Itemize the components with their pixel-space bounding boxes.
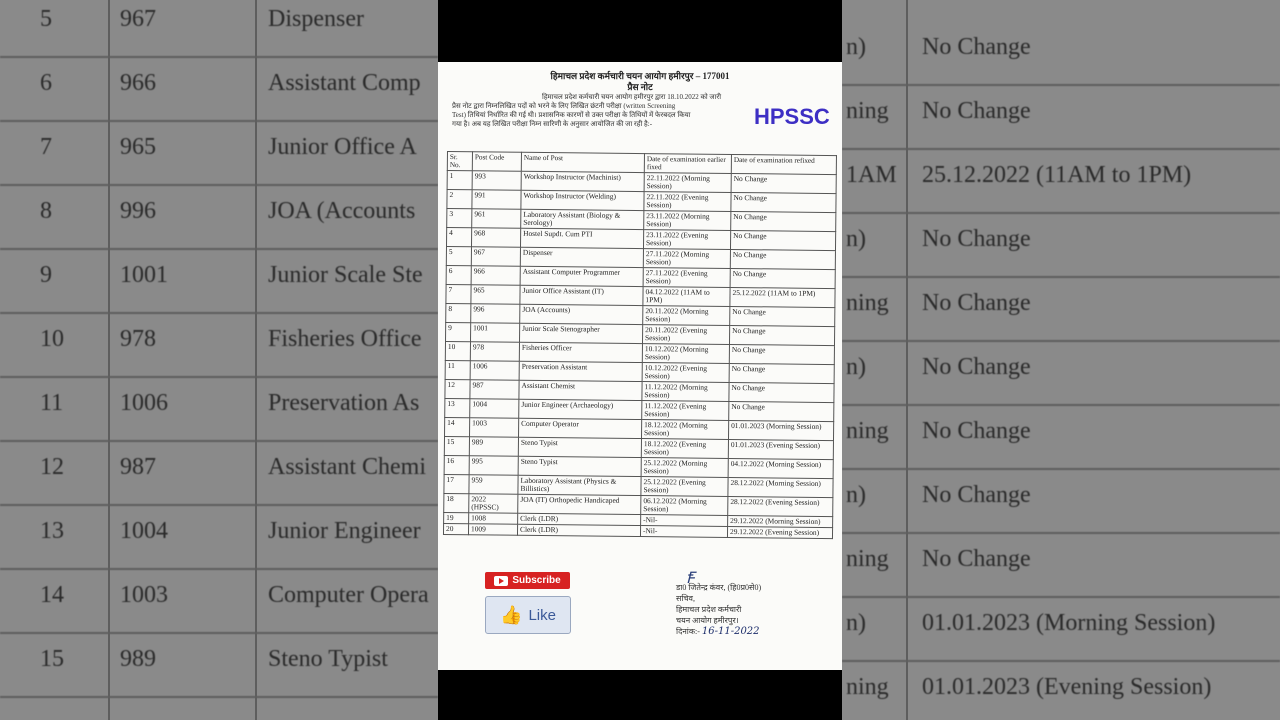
- cell-earlier: 23.11.2022 (Morning Session): [644, 211, 731, 231]
- bg-cell-sr: 5: [40, 6, 52, 32]
- cell-code: 967: [471, 247, 520, 267]
- cell-earlier: 25.12.2022 (Evening Session): [641, 477, 728, 497]
- document-header: [438, 71, 842, 93]
- date-label: दिनांक:-: [676, 627, 700, 636]
- cell-refixed: 01.01.2023 (Evening Session): [728, 439, 833, 459]
- cell-code: 987: [470, 380, 519, 400]
- bg-cell-b: No Change: [922, 418, 1031, 444]
- cell-name: Workshop Instructor (Welding): [521, 190, 644, 210]
- bg-cell-code: 996: [120, 198, 156, 224]
- cell-refixed: 04.12.2022 (Morning Session): [728, 458, 833, 478]
- cell-name: Assistant Chemist: [519, 380, 642, 400]
- cell-earlier: 20.11.2022 (Evening Session): [642, 325, 729, 345]
- commission-title: हिमाचल प्रदेश कर्मचारी चयन आयोग हमीरपुर – 177001: [550, 71, 730, 81]
- bg-cell-sr: 9: [40, 262, 52, 288]
- cell-earlier: 27.11.2022 (Morning Session): [643, 249, 730, 269]
- cell-name: Workshop Instructor (Machinist): [521, 171, 644, 191]
- signatory-org: हिमाचल प्रदेश कर्मचारी: [676, 605, 742, 614]
- cell-code: 1009: [468, 524, 517, 536]
- bg-table-row: [842, 84, 1280, 150]
- cell-sr: 5: [446, 247, 471, 266]
- bg-cell-name: Computer Opera: [268, 582, 429, 608]
- bg-cell-a: ning: [846, 290, 889, 316]
- cell-sr: 20: [443, 523, 468, 534]
- cell-code: 989: [469, 437, 518, 457]
- bg-table-row: [842, 532, 1280, 598]
- bg-table-row: [842, 20, 1280, 86]
- cell-code: 2022 (HPSSC): [469, 494, 518, 514]
- cell-earlier: -Nil-: [640, 526, 727, 538]
- cell-refixed: 01.01.2023 (Morning Session): [728, 420, 833, 440]
- cell-name: JOA (IT) Orthopedic Handicaped: [518, 494, 641, 514]
- cell-earlier: 18.12.2022 (Evening Session): [641, 439, 728, 459]
- paragraph-line: हिमाचल प्रदेश कर्मचारी चयन आयोग हमीरपुर द्वारा 18.10.2022 को जारी: [542, 93, 722, 101]
- bg-cell-code: 987: [120, 454, 156, 480]
- cell-name: Assistant Computer Programmer: [520, 266, 643, 286]
- bg-table-row: [0, 568, 438, 634]
- cell-code: 1003: [470, 418, 519, 438]
- cell-name: JOA (Accounts): [520, 304, 643, 324]
- bg-cell-b: 01.01.2023 (Morning Session): [922, 610, 1216, 636]
- bg-cell-code: 1001: [120, 262, 168, 288]
- paragraph-line: प्रैस नोट द्वारा निम्नलिखित पदों को भरने के लिए लिखित छंटनी परीक्षा (written Screening: [452, 102, 676, 110]
- cell-code: 1001: [471, 323, 520, 343]
- cell-refixed: No Change: [729, 325, 834, 345]
- col-header-earlier-date: Date of examination earlier fixed: [644, 154, 731, 174]
- signatory-name: डा0 जितेन्द्र कंवर, (हि0प्र0से0): [676, 583, 762, 592]
- cell-refixed: 28.12.2022 (Evening Session): [728, 496, 833, 516]
- like-label: Like: [528, 606, 556, 624]
- bg-cell-sr: 8: [40, 198, 52, 224]
- cell-refixed: No Change: [729, 401, 834, 421]
- bg-table-row: [0, 376, 438, 442]
- cell-name: Junior Scale Stenographer: [520, 323, 643, 343]
- bg-cell-name: Assistant Comp: [268, 70, 421, 96]
- cell-refixed: No Change: [730, 268, 835, 288]
- background-right-panel: [842, 0, 1280, 720]
- bg-cell-code: 965: [120, 134, 156, 160]
- cell-refixed: No Change: [730, 306, 835, 326]
- cell-code: 959: [469, 475, 518, 495]
- cell-sr: 11: [445, 360, 470, 379]
- bg-cell-sr: 10: [40, 326, 64, 352]
- bg-table-row: [842, 596, 1280, 662]
- bg-cell-name: Preservation As: [268, 390, 420, 416]
- cell-refixed: No Change: [731, 192, 836, 212]
- bg-cell-a: ning: [846, 546, 889, 572]
- bg-cell-code: 978: [120, 326, 156, 352]
- cell-code: 993: [472, 171, 521, 191]
- bg-cell-sr: 11: [40, 390, 64, 416]
- bg-cell-b: No Change: [922, 34, 1031, 60]
- cell-earlier: 18.12.2022 (Morning Session): [641, 420, 728, 440]
- cell-refixed: 29.12.2022 (Morning Session): [728, 515, 833, 527]
- paragraph-line: गया है। अब यह लिखित परीक्षा निम्न सारिणी के अनुसार आयोजित की जा रही है:-: [452, 120, 653, 128]
- date-value: 16-11-2022: [701, 626, 760, 637]
- exam-schedule-table: [443, 151, 837, 539]
- bg-cell-a: n): [846, 482, 866, 508]
- cell-code: 965: [471, 285, 520, 305]
- col-header-sr: Sr. No.: [447, 152, 472, 171]
- cell-code: 1008: [469, 513, 518, 525]
- cell-sr: 19: [444, 512, 469, 523]
- signature-mark: Ꞙ: [686, 568, 695, 587]
- cell-sr: 2: [447, 190, 472, 209]
- cell-code: 961: [472, 209, 521, 229]
- cell-name: Fisheries Officer: [519, 342, 642, 362]
- cell-sr: 17: [444, 474, 469, 493]
- cell-sr: 9: [446, 322, 471, 341]
- bg-cell-a: n): [846, 34, 866, 60]
- cell-sr: 12: [445, 379, 470, 398]
- bg-cell-code: 1006: [120, 390, 168, 416]
- cell-refixed: 28.12.2022 (Morning Session): [728, 477, 833, 497]
- cell-name: Junior Engineer (Archaeology): [519, 399, 642, 419]
- cell-name: Steno Typist: [518, 437, 641, 457]
- bg-cell-b: No Change: [922, 482, 1031, 508]
- bg-cell-a: ning: [846, 674, 889, 700]
- cell-code: 996: [471, 304, 520, 324]
- cell-code: 968: [471, 228, 520, 248]
- cell-earlier: 06.12.2022 (Morning Session): [641, 496, 728, 516]
- cell-code: 978: [470, 342, 519, 362]
- cell-code: 966: [471, 266, 520, 286]
- bg-table-row: [842, 212, 1280, 278]
- bg-table-row: [0, 0, 438, 58]
- signatory-block: [676, 582, 761, 637]
- bg-cell-b: 25.12.2022 (11AM to 1PM): [922, 162, 1192, 188]
- bg-cell-code: 989: [120, 646, 156, 672]
- bg-cell-code: 1004: [120, 518, 168, 544]
- bg-table-row: [842, 404, 1280, 470]
- cell-name: Hostel Supdt. Cum PTI: [520, 228, 643, 248]
- cell-earlier: 22.11.2022 (Evening Session): [644, 192, 731, 212]
- cell-code: 1004: [470, 399, 519, 419]
- cell-refixed: No Change: [731, 211, 836, 231]
- cell-earlier: 11.12.2022 (Morning Session): [642, 382, 729, 402]
- bg-cell-sr: 15: [40, 646, 64, 672]
- bg-table-row: [0, 248, 438, 314]
- bg-cell-name: Junior Scale Ste: [268, 262, 423, 288]
- youtube-play-icon: [494, 576, 508, 586]
- bg-cell-name: Steno Typist: [268, 646, 388, 672]
- cell-refixed: No Change: [729, 382, 834, 402]
- cell-earlier: -Nil-: [641, 515, 728, 527]
- bg-cell-a: n): [846, 226, 866, 252]
- cell-sr: 1: [447, 171, 472, 190]
- cell-refixed: No Change: [730, 230, 835, 250]
- cell-name: Computer Operator: [519, 418, 642, 438]
- col-header-post-name: Name of Post: [521, 152, 644, 172]
- cell-code: 995: [469, 456, 518, 476]
- bg-cell-b: No Change: [922, 354, 1031, 380]
- cell-sr: 8: [446, 303, 471, 322]
- cell-earlier: 11.12.2022 (Evening Session): [642, 401, 729, 421]
- cell-sr: 18: [444, 493, 469, 512]
- cell-refixed: 29.12.2022 (Evening Session): [727, 526, 832, 538]
- cell-earlier: 22.11.2022 (Morning Session): [644, 173, 731, 193]
- bg-table-row: [0, 504, 438, 570]
- bg-table-row: [0, 56, 438, 122]
- bg-cell-b: 01.01.2023 (Evening Session): [922, 674, 1212, 700]
- cell-code: 1006: [470, 361, 519, 381]
- background-left-panel: [0, 0, 438, 720]
- bg-cell-sr: 7: [40, 134, 52, 160]
- bg-table-row: [842, 148, 1280, 214]
- cell-name: Dispenser: [520, 247, 643, 267]
- bg-table-row: [842, 468, 1280, 534]
- bg-cell-name: Fisheries Office: [268, 326, 422, 352]
- cell-earlier: 25.12.2022 (Morning Session): [641, 458, 728, 478]
- thumbs-up-icon: 👍: [500, 604, 523, 625]
- bg-cell-sr: 14: [40, 582, 64, 608]
- bg-cell-a: n): [846, 610, 866, 636]
- bg-table-row: [0, 440, 438, 506]
- cell-sr: 4: [446, 228, 471, 247]
- bg-table-row: [0, 632, 438, 698]
- col-header-post-code: Post Code: [472, 152, 521, 172]
- bg-cell-b: No Change: [922, 290, 1031, 316]
- cell-sr: 6: [446, 265, 471, 284]
- cell-sr: 15: [444, 436, 469, 455]
- bg-cell-b: No Change: [922, 226, 1031, 252]
- cell-sr: 14: [445, 417, 470, 436]
- cell-earlier: 27.11.2022 (Evening Session): [643, 268, 730, 288]
- cell-sr: 10: [445, 341, 470, 360]
- cell-sr: 16: [444, 455, 469, 474]
- cell-name: Clerk (LDR): [517, 524, 640, 536]
- cell-name: Laboratory Assistant (Physics & Billistics): [518, 475, 641, 495]
- paragraph-line: Test) तिथियां निर्धारित की गई थी। प्रशासनिक कारणों से उक्त परीक्षा के तिथियों में फेरबदल किया: [452, 111, 691, 119]
- bg-cell-code: 967: [120, 6, 156, 32]
- cell-refixed: No Change: [729, 344, 834, 364]
- bg-table-row: [842, 276, 1280, 342]
- bg-cell-name: Junior Engineer: [268, 518, 421, 544]
- cell-name: Laboratory Assistant (Biology & Serology): [521, 209, 644, 229]
- bg-cell-name: Dispenser: [268, 6, 364, 32]
- signature-date: [676, 626, 761, 637]
- cell-sr: 13: [445, 398, 470, 417]
- cell-refixed: No Change: [730, 249, 835, 269]
- bg-cell-name: JOA (Accounts: [268, 198, 416, 224]
- signatory-org-location: चयन आयोग हमीरपुर।: [676, 616, 739, 625]
- bg-cell-code: 1003: [120, 582, 168, 608]
- press-note-title: प्रैस नोट: [627, 82, 653, 92]
- bg-table-row: [0, 312, 438, 378]
- hpssc-brand-label: HPSSC: [754, 104, 830, 129]
- cell-name: Clerk (LDR): [518, 513, 641, 525]
- cell-refixed: No Change: [731, 173, 836, 193]
- subscribe-label: Subscribe: [512, 575, 561, 586]
- bg-cell-a: n): [846, 354, 866, 380]
- bg-cell-a: 1AM: [846, 162, 897, 188]
- bg-table-row: [842, 660, 1280, 720]
- bg-table-row: [842, 340, 1280, 406]
- bg-cell-name: Junior Office A: [268, 134, 417, 160]
- bg-table-row: [0, 184, 438, 250]
- cell-earlier: 10.12.2022 (Morning Session): [642, 344, 729, 364]
- cell-refixed: 25.12.2022 (11AM to 1PM): [730, 287, 835, 307]
- cell-code: 991: [472, 190, 521, 210]
- bg-cell-sr: 12: [40, 454, 64, 480]
- cell-sr: 7: [446, 284, 471, 303]
- bg-cell-b: No Change: [922, 98, 1031, 124]
- cell-name: Steno Typist: [518, 456, 641, 476]
- bg-cell-sr: 6: [40, 70, 52, 96]
- cell-refixed: No Change: [729, 363, 834, 383]
- press-note-document: [438, 62, 842, 670]
- bg-cell-code: 966: [120, 70, 156, 96]
- cell-name: Preservation Assistant: [519, 361, 642, 381]
- cell-earlier: 23.11.2022 (Evening Session): [643, 230, 730, 250]
- bg-cell-b: No Change: [922, 546, 1031, 572]
- cell-sr: 3: [447, 209, 472, 228]
- col-header-refixed-date: Date of examination refixed: [731, 154, 836, 174]
- signatory-title: सचिव,: [676, 594, 696, 603]
- bg-cell-name: Assistant Chemi: [268, 454, 427, 480]
- bg-table-row: [0, 120, 438, 186]
- bg-cell-a: ning: [846, 98, 889, 124]
- cell-earlier: 10.12.2022 (Evening Session): [642, 363, 729, 383]
- like-button[interactable]: [485, 596, 571, 634]
- cell-earlier: 04.12.2022 (11AM to 1PM): [643, 287, 730, 307]
- bg-cell-a: ning: [846, 418, 889, 444]
- bg-cell-sr: 13: [40, 518, 64, 544]
- subscribe-button[interactable]: [485, 572, 570, 589]
- cell-name: Junior Office Assistant (IT): [520, 285, 643, 305]
- cell-earlier: 20.11.2022 (Morning Session): [643, 306, 730, 326]
